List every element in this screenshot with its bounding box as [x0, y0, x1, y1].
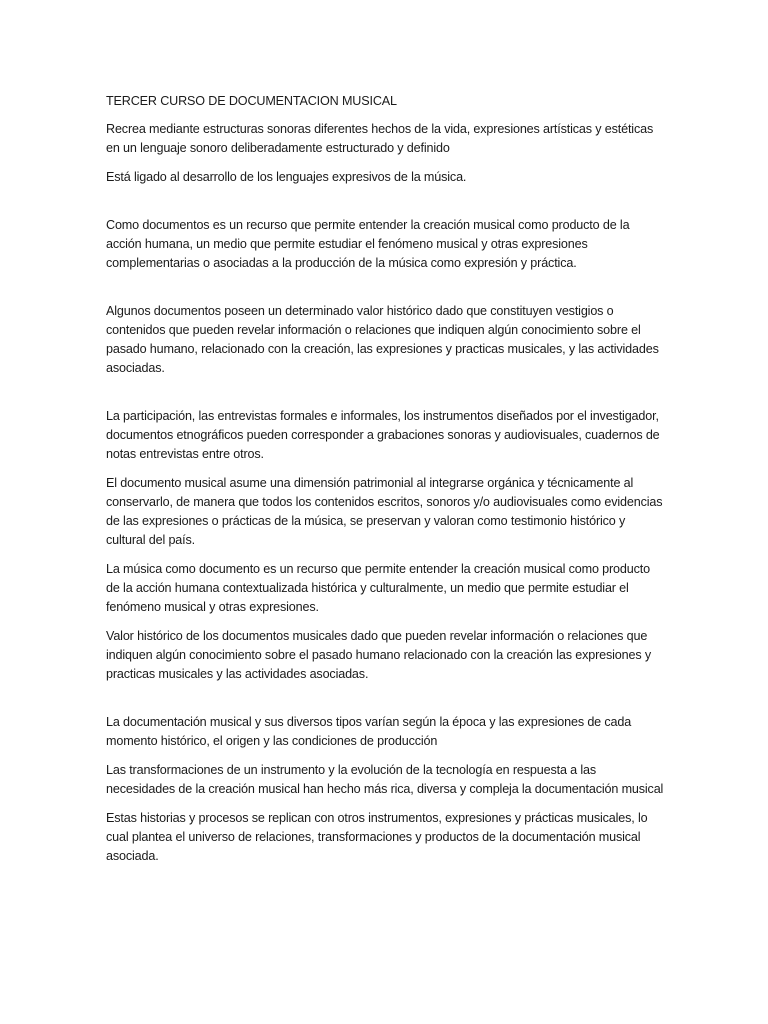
paragraph: Como documentos es un recurso que permite entender la creación musical como producto de la acción humana, un medio que permite estudiar el fenómeno musical y otras expresiones complementarias o asociadas a la producción de la música como expresión y práctica.	[106, 218, 630, 270]
paragraph: Valor histórico de los documentos musicales dado que pueden revelar información o relaciones que indiquen algún conocimiento sobre el pasado humano relacionado con la creación las expresiones y practicas musicales y las actividades asociadas.	[106, 629, 651, 681]
paragraph: El documento musical asume una dimensión patrimonial al integrarse orgánica y técnicamente al conservarlo, de manera que todos los contenidos escritos, sonoros y/o audiovisuales como evidencias de las expresiones o prácticas de la música, se preservan y valoran como testimonio histórico y cultural del país.	[106, 476, 663, 547]
paragraph: La música como documento es un recurso que permite entender la creación musical como producto de la acción humana contextualizada histórica y culturalmente, un medio que permite estudiar el fenómeno musical y otras expresiones.	[106, 562, 650, 614]
paragraph: Algunos documentos poseen un determinado valor histórico dado que constituyen vestigios o contenidos que pueden revelar información o relaciones que indiquen algún conocimiento sobre el pasado humano, relacionado con la creación, las expresiones y practicas musicales, y las actividades asociadas.	[106, 304, 659, 375]
paragraph: Las transformaciones de un instrumento y la evolución de la tecnología en respuesta a las necesidades de la creación musical han hecho más rica, diversa y compleja la documentación musical	[106, 763, 664, 796]
paragraph: La documentación musical y sus diversos tipos varían según la época y las expresiones de cada momento histórico, el origen y las condiciones de producción	[106, 715, 632, 748]
paragraph: Estas historias y procesos se replican con otros instrumentos, expresiones y prácticas musicales, lo cual plantea el universo de relaciones, transformaciones y productos de la documentación musical asociada.	[106, 811, 648, 863]
paragraph: Recrea mediante estructuras sonoras diferentes hechos de la vida, expresiones artísticas y estéticas en un lenguaje sonoro deliberadamente estructurado y definido	[106, 122, 654, 155]
paragraph: La participación, las entrevistas formales e informales, los instrumentos diseñados por el investigador, documentos etnográficos pueden corresponder a grabaciones sonoras y audiovisuales, cuadernos de notas entrevistas entre otros.	[106, 409, 660, 461]
document-title: TERCER CURSO DE DOCUMENTACION MUSICAL	[106, 94, 397, 108]
paragraph: Está ligado al desarrollo de los lenguajes expresivos de la música.	[106, 170, 467, 184]
document-body	[106, 92, 666, 876]
